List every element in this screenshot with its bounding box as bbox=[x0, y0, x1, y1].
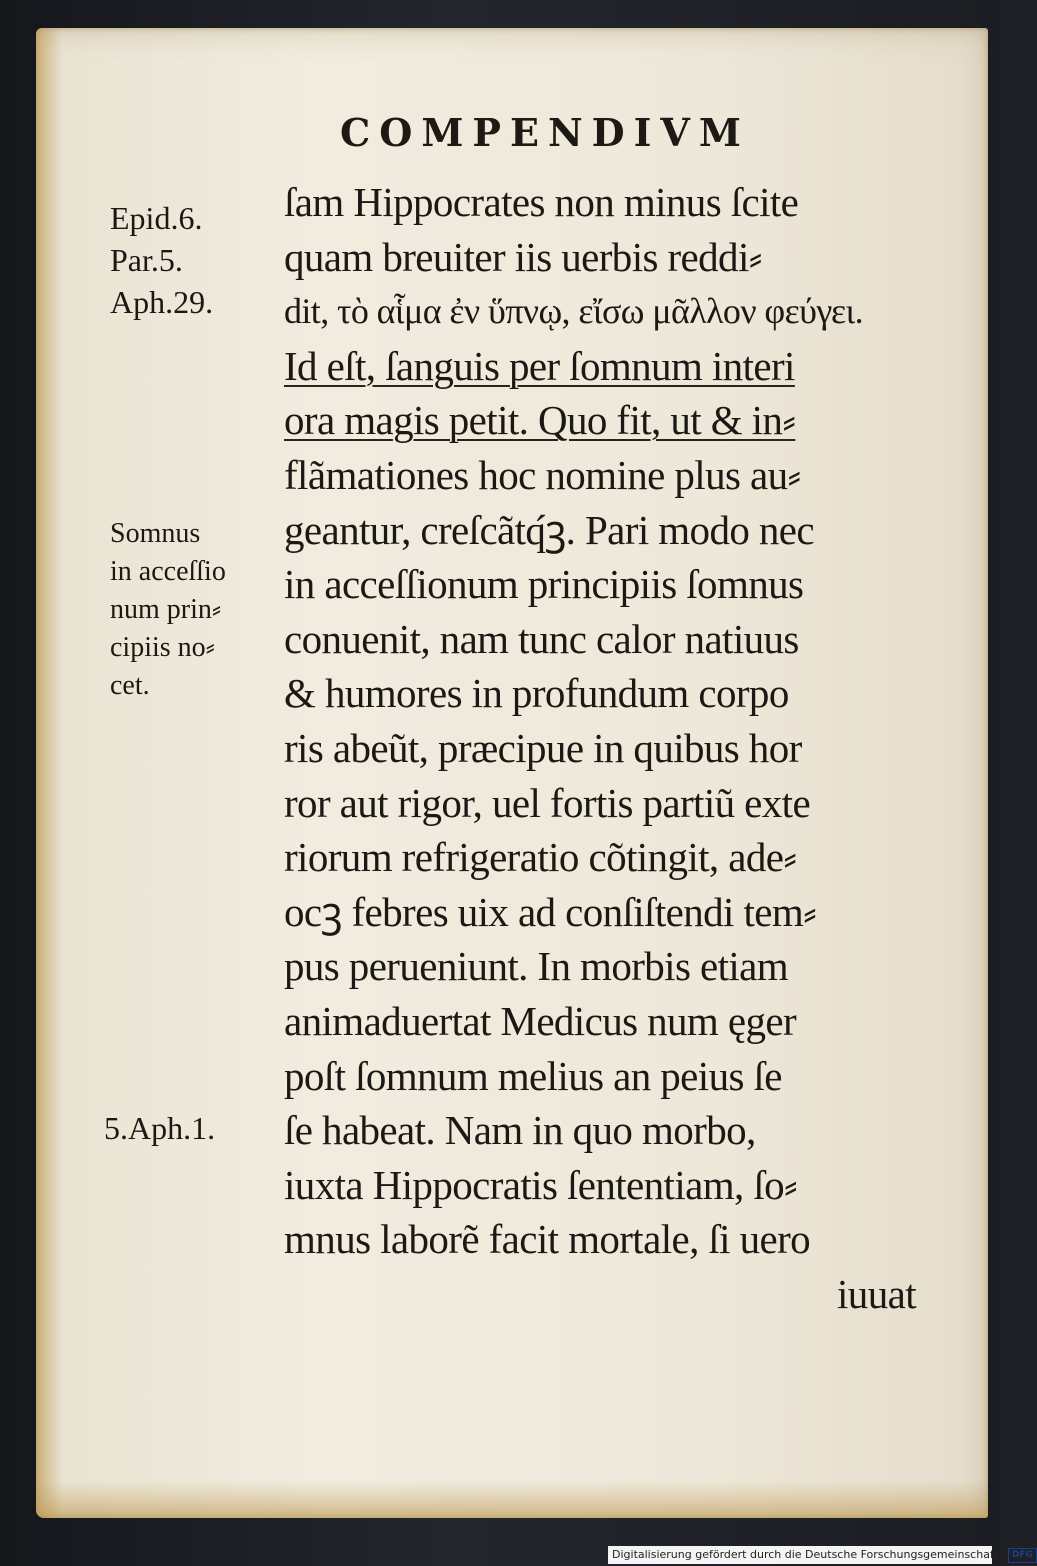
text-line-greek: dit, τὸ αἷμα ἐν ὕπνῳ, εἴσω μᾶλλον φεύγει. bbox=[284, 291, 864, 332]
margin-note-line-3: num prin⸗ bbox=[110, 594, 222, 625]
page-edge-stain-bottom bbox=[36, 1480, 988, 1518]
text-line: animaduertat Medicus num ęger bbox=[284, 997, 796, 1044]
text-line: geantur, creſcãtq́ꝫ. Pari modo nec bbox=[284, 506, 815, 553]
page-edge-stain-left bbox=[36, 28, 62, 1518]
margin-ref-aph: Aph.29. bbox=[110, 284, 214, 320]
text-line: riorum refrigeratio cõtingit, ade⸗ bbox=[284, 834, 797, 881]
margin-ref-aph-bottom: 5.Aph.1. bbox=[104, 1110, 216, 1146]
dfg-logo: DFG bbox=[1008, 1548, 1037, 1563]
text-line: mnus laborẽ facit mortale, ſi uero bbox=[284, 1216, 811, 1263]
text-line: ris abeũt, præcipue in quibus hor bbox=[284, 724, 802, 771]
text-line-underlined: Id eſt, ſanguis per ſomnum interi bbox=[284, 342, 795, 389]
margin-ref-par: Par.5. bbox=[110, 242, 183, 278]
text-line: quam breuiter iis uerbis reddi⸗ bbox=[284, 233, 762, 280]
text-line: iuxta Hippocratis ſententiam, ſo⸗ bbox=[284, 1161, 798, 1208]
text-line: & humores in profundum corpo bbox=[284, 670, 789, 717]
text-line: ſe habeat. Nam in quo morbo, bbox=[284, 1107, 756, 1154]
text-line: pus perueniunt. In morbis etiam bbox=[284, 943, 789, 990]
margin-note-line-2: in acceſſio bbox=[110, 556, 226, 587]
margin-note-line-1: Somnus bbox=[110, 518, 201, 549]
text-line-underlined: ora magis petit. Quo fit, ut & in⸗ bbox=[284, 397, 796, 444]
text-line: conuenit, nam tunc calor natiuus bbox=[284, 615, 799, 662]
body-text bbox=[284, 175, 934, 1321]
margin-ref-epid: Epid.6. bbox=[110, 200, 203, 236]
text-line: ror aut rigor, uel fortis partiũ exte bbox=[284, 779, 811, 826]
catchword: iuuat bbox=[837, 1270, 916, 1317]
running-title: COMPENDIVM bbox=[340, 110, 750, 155]
credit-text: Digitalisierung gefördert durch die Deutsche Forschungsgemeinschaft · bbox=[612, 1548, 1005, 1561]
text-line: in acceſſionum principiis ſomnus bbox=[284, 561, 804, 608]
margin-note-line-5: cet. bbox=[110, 670, 150, 701]
text-line: flãmationes hoc nomine plus au⸗ bbox=[284, 451, 801, 498]
text-line: ocꝫ febres uix ad conſiſtendi tem⸗ bbox=[284, 888, 817, 935]
digitization-credit bbox=[608, 1546, 1033, 1564]
margin-note-line-4: cipiis no⸗ bbox=[110, 632, 215, 663]
text-line: ſam Hippocrates non minus ſcite bbox=[284, 179, 799, 225]
text-line: poſt ſomnum melius an peius ſe bbox=[284, 1052, 782, 1099]
